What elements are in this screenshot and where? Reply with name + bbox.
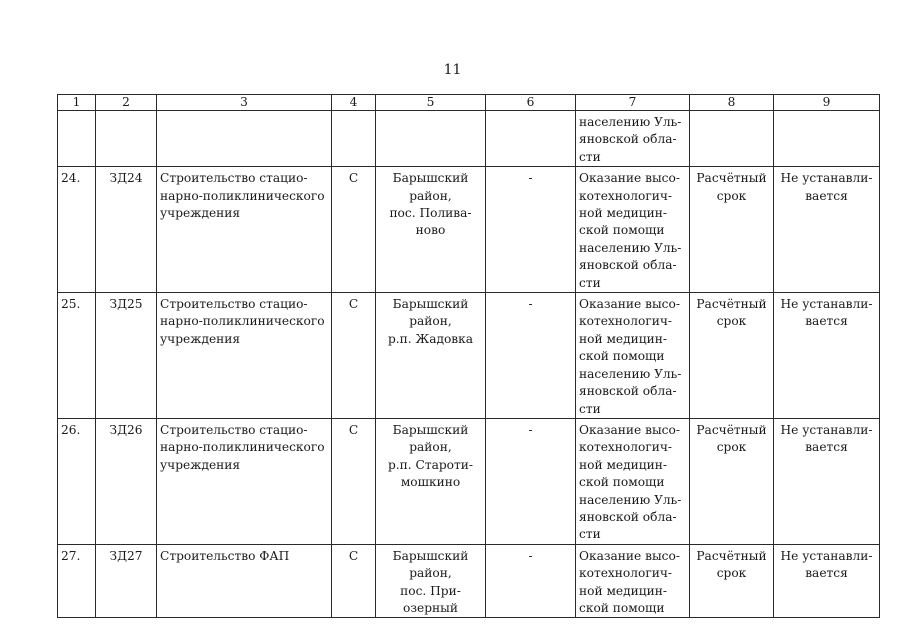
column-6-value: - xyxy=(486,544,576,618)
column-number: 9 xyxy=(774,95,880,111)
protection-zone: Не устанавли- вается xyxy=(774,418,880,544)
column-6-value: - xyxy=(486,293,576,419)
column-6-value: - xyxy=(486,418,576,544)
object-type: С xyxy=(332,293,376,419)
row-number: 27. xyxy=(58,544,96,618)
object-purpose: Оказание высо- котехнологич- ной медицин- ской помощи населению Уль- яновской обла- сти xyxy=(576,167,690,293)
object-purpose: Оказание высо- котехнологич- ной медицин- ской помощи населению Уль- яновской обла- сти xyxy=(576,293,690,419)
table-row xyxy=(58,167,880,293)
object-code: ЗД24 xyxy=(96,167,157,293)
column-number: 5 xyxy=(376,95,486,111)
column-number: 6 xyxy=(486,95,576,111)
object-name: Строительство стацио- нарно-поликлинического учреждения xyxy=(157,293,332,419)
object-type: С xyxy=(332,418,376,544)
object-type: С xyxy=(332,544,376,618)
object-location: Барышский район, пос. При- озерный xyxy=(376,544,486,618)
object-code: ЗД25 xyxy=(96,293,157,419)
object-location: Барышский район, р.п. Жадовка xyxy=(376,293,486,419)
row-number: 24. xyxy=(58,167,96,293)
objects-table xyxy=(57,94,880,618)
object-name: Строительство ФАП xyxy=(157,544,332,618)
object-code: ЗД26 xyxy=(96,418,157,544)
object-location: Барышский район, пос. Полива- ново xyxy=(376,167,486,293)
protection-zone: Не устанавли- вается xyxy=(774,293,880,419)
column-6-value: - xyxy=(486,167,576,293)
column-number: 4 xyxy=(332,95,376,111)
object-type: С xyxy=(332,167,376,293)
continuation-purpose: населению Уль- яновской обла- сти xyxy=(576,111,690,167)
implementation-deadline: Расчётный срок xyxy=(690,293,774,419)
column-number-row xyxy=(58,95,880,111)
page-number: 11 xyxy=(443,62,462,78)
implementation-deadline: Расчётный срок xyxy=(690,167,774,293)
column-number: 8 xyxy=(690,95,774,111)
object-purpose: Оказание высо- котехнологич- ной медицин- ской помощи населению Уль- яновской обла- сти xyxy=(576,418,690,544)
column-number: 1 xyxy=(58,95,96,111)
column-number: 7 xyxy=(576,95,690,111)
table-row xyxy=(58,293,880,419)
continuation-row xyxy=(58,111,880,167)
object-location: Барышский район, р.п. Староти- мошкино xyxy=(376,418,486,544)
protection-zone: Не устанавли- вается xyxy=(774,167,880,293)
object-name: Строительство стацио- нарно-поликлинического учреждения xyxy=(157,418,332,544)
object-name: Строительство стацио- нарно-поликлинического учреждения xyxy=(157,167,332,293)
implementation-deadline: Расчётный срок xyxy=(690,544,774,618)
table-row xyxy=(58,418,880,544)
row-number: 25. xyxy=(58,293,96,419)
column-number: 2 xyxy=(96,95,157,111)
row-number: 26. xyxy=(58,418,96,544)
protection-zone: Не устанавли- вается xyxy=(774,544,880,618)
object-purpose: Оказание высо- котехнологич- ной медицин- ской помощи xyxy=(576,544,690,618)
column-number: 3 xyxy=(157,95,332,111)
table-row xyxy=(58,544,880,618)
object-code: ЗД27 xyxy=(96,544,157,618)
implementation-deadline: Расчётный срок xyxy=(690,418,774,544)
